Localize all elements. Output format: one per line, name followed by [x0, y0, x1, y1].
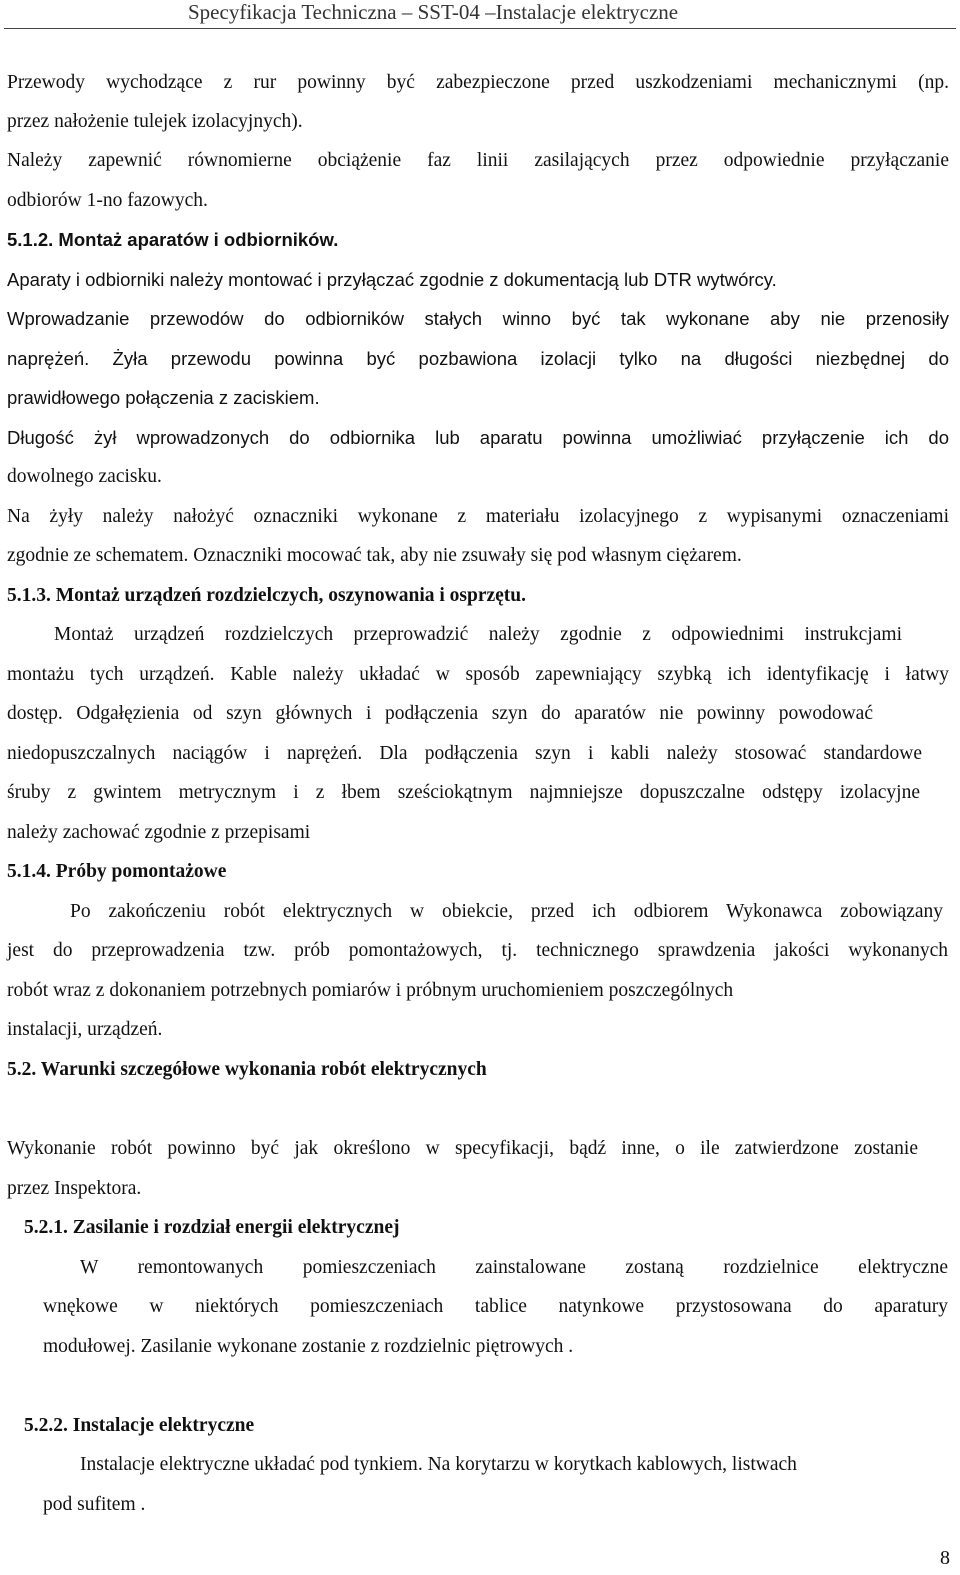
paragraph-line: Wprowadzanie przewodów do odbiorników stałych winno być tak wykonane aby nie przenosiły	[7, 308, 949, 329]
paragraph-line: instalacji, urządzeń.	[7, 1019, 163, 1040]
paragraph-line: Długość żył wprowadzonych do odbiornika lub aparatu powinna umożliwiać przyłączenie ich do	[7, 427, 949, 448]
paragraph-line: niedopuszczalnych naciągów i naprężeń. Dla podłączenia szyn i kabli należy stosować standardowe	[7, 743, 922, 764]
document-title: Specyfikacja Techniczna – SST-04 –Instalacje elektryczne	[188, 0, 679, 24]
paragraph-line: Aparaty i odbiorniki należy montować i przyłączać zgodnie z dokumentacją lub DTR wytwórcy.	[7, 269, 777, 290]
paragraph-line: przez Inspektora.	[7, 1178, 142, 1199]
paragraph-line: jest do przeprowadzenia tzw. prób pomontażowych, tj. technicznego sprawdzenia jakości wykonanych	[7, 940, 948, 961]
section-heading: 5.1.3. Montaż urządzeń rozdzielczych, oszynowania i osprzętu.	[7, 585, 527, 606]
paragraph-line: Na żyły należy nałożyć oznaczniki wykonane z materiału izolacyjnego z wypisanymi oznaczeniami	[7, 506, 949, 527]
paragraph-line: prawidłowego połączenia z zaciskiem.	[7, 387, 320, 408]
paragraph-line: dostęp. Odgałęzienia od szyn głównych i podłączenia szyn do aparatów nie powinny powodować	[7, 703, 873, 724]
paragraph-line: Montaż urządzeń rozdzielczych przeprowadzić należy zgodnie z odpowiednimi instrukcjami	[54, 624, 902, 645]
paragraph-line: odbiorów 1-no fazowych.	[7, 190, 208, 211]
paragraph-line: przez nałożenie tulejek izolacyjnych).	[7, 111, 303, 132]
paragraph-line: Wykonanie robót powinno być jak określono w specyfikacji, bądź inne, o ile zatwierdzone zostanie	[7, 1138, 918, 1159]
section-heading: 5.1.4. Próby pomontażowe	[7, 861, 227, 882]
paragraph-line: robót wraz z dokonaniem potrzebnych pomiarów i próbnym uruchomieniem poszczególnych	[7, 980, 734, 1001]
paragraph-line: W remontowanych pomieszczeniach zainstalowane zostaną rozdzielnice elektryczne	[80, 1257, 948, 1278]
paragraph-line: śruby z gwintem metrycznym i z łbem sześciokątnym najmniejsze dopuszczalne odstępy izolacyjne	[7, 782, 920, 803]
paragraph-line: Instalacje elektryczne układać pod tynkiem. Na korytarzu w korytkach kablowych, listwach	[80, 1454, 797, 1475]
paragraph-line: zgodnie ze schematem. Oznaczniki mocować tak, aby nie zsuwały się pod własnym ciężarem.	[7, 545, 742, 566]
paragraph-line: pod sufitem .	[43, 1494, 146, 1515]
section-heading: 5.2. Warunki szczegółowe wykonania robót elektrycznych	[7, 1059, 487, 1080]
paragraph-line: Przewody wychodzące z rur powinny być zabezpieczone przed uszkodzeniami mechanicznymi (np.	[7, 72, 949, 93]
paragraph-line: wnękowe w niektórych pomieszczeniach tablice natynkowe przystosowana do aparatury	[43, 1296, 948, 1317]
page-number: 8	[940, 1547, 950, 1569]
paragraph-line: dowolnego zacisku.	[7, 466, 162, 487]
page-header	[0, 0, 960, 34]
section-heading: 5.2.1. Zasilanie i rozdział energii elektrycznej	[24, 1217, 400, 1238]
paragraph-line: Należy zapewnić równomierne obciążenie faz linii zasilających przez odpowiednie przyłączanie	[7, 150, 949, 171]
paragraph-line: należy zachować zgodnie z przepisami	[7, 822, 311, 843]
paragraph-line: modułowej. Zasilanie wykonane zostanie z rozdzielnic piętrowych .	[43, 1336, 574, 1357]
header-divider	[4, 28, 956, 29]
paragraph-line: Po zakończeniu robót elektrycznych w obiekcie, przed ich odbiorem Wykonawca zobowiązany	[70, 901, 943, 922]
section-heading: 5.2.2. Instalacje elektryczne	[24, 1415, 255, 1436]
paragraph-line: naprężeń. Żyła przewodu powinna być pozbawiona izolacji tylko na długości niezbędnej do	[7, 348, 949, 369]
paragraph-line: montażu tych urządzeń. Kable należy układać w sposób zapewniający szybką ich identyfikację i łatwy	[7, 664, 949, 685]
section-heading: 5.1.2. Montaż aparatów i odbiorników.	[7, 229, 339, 250]
